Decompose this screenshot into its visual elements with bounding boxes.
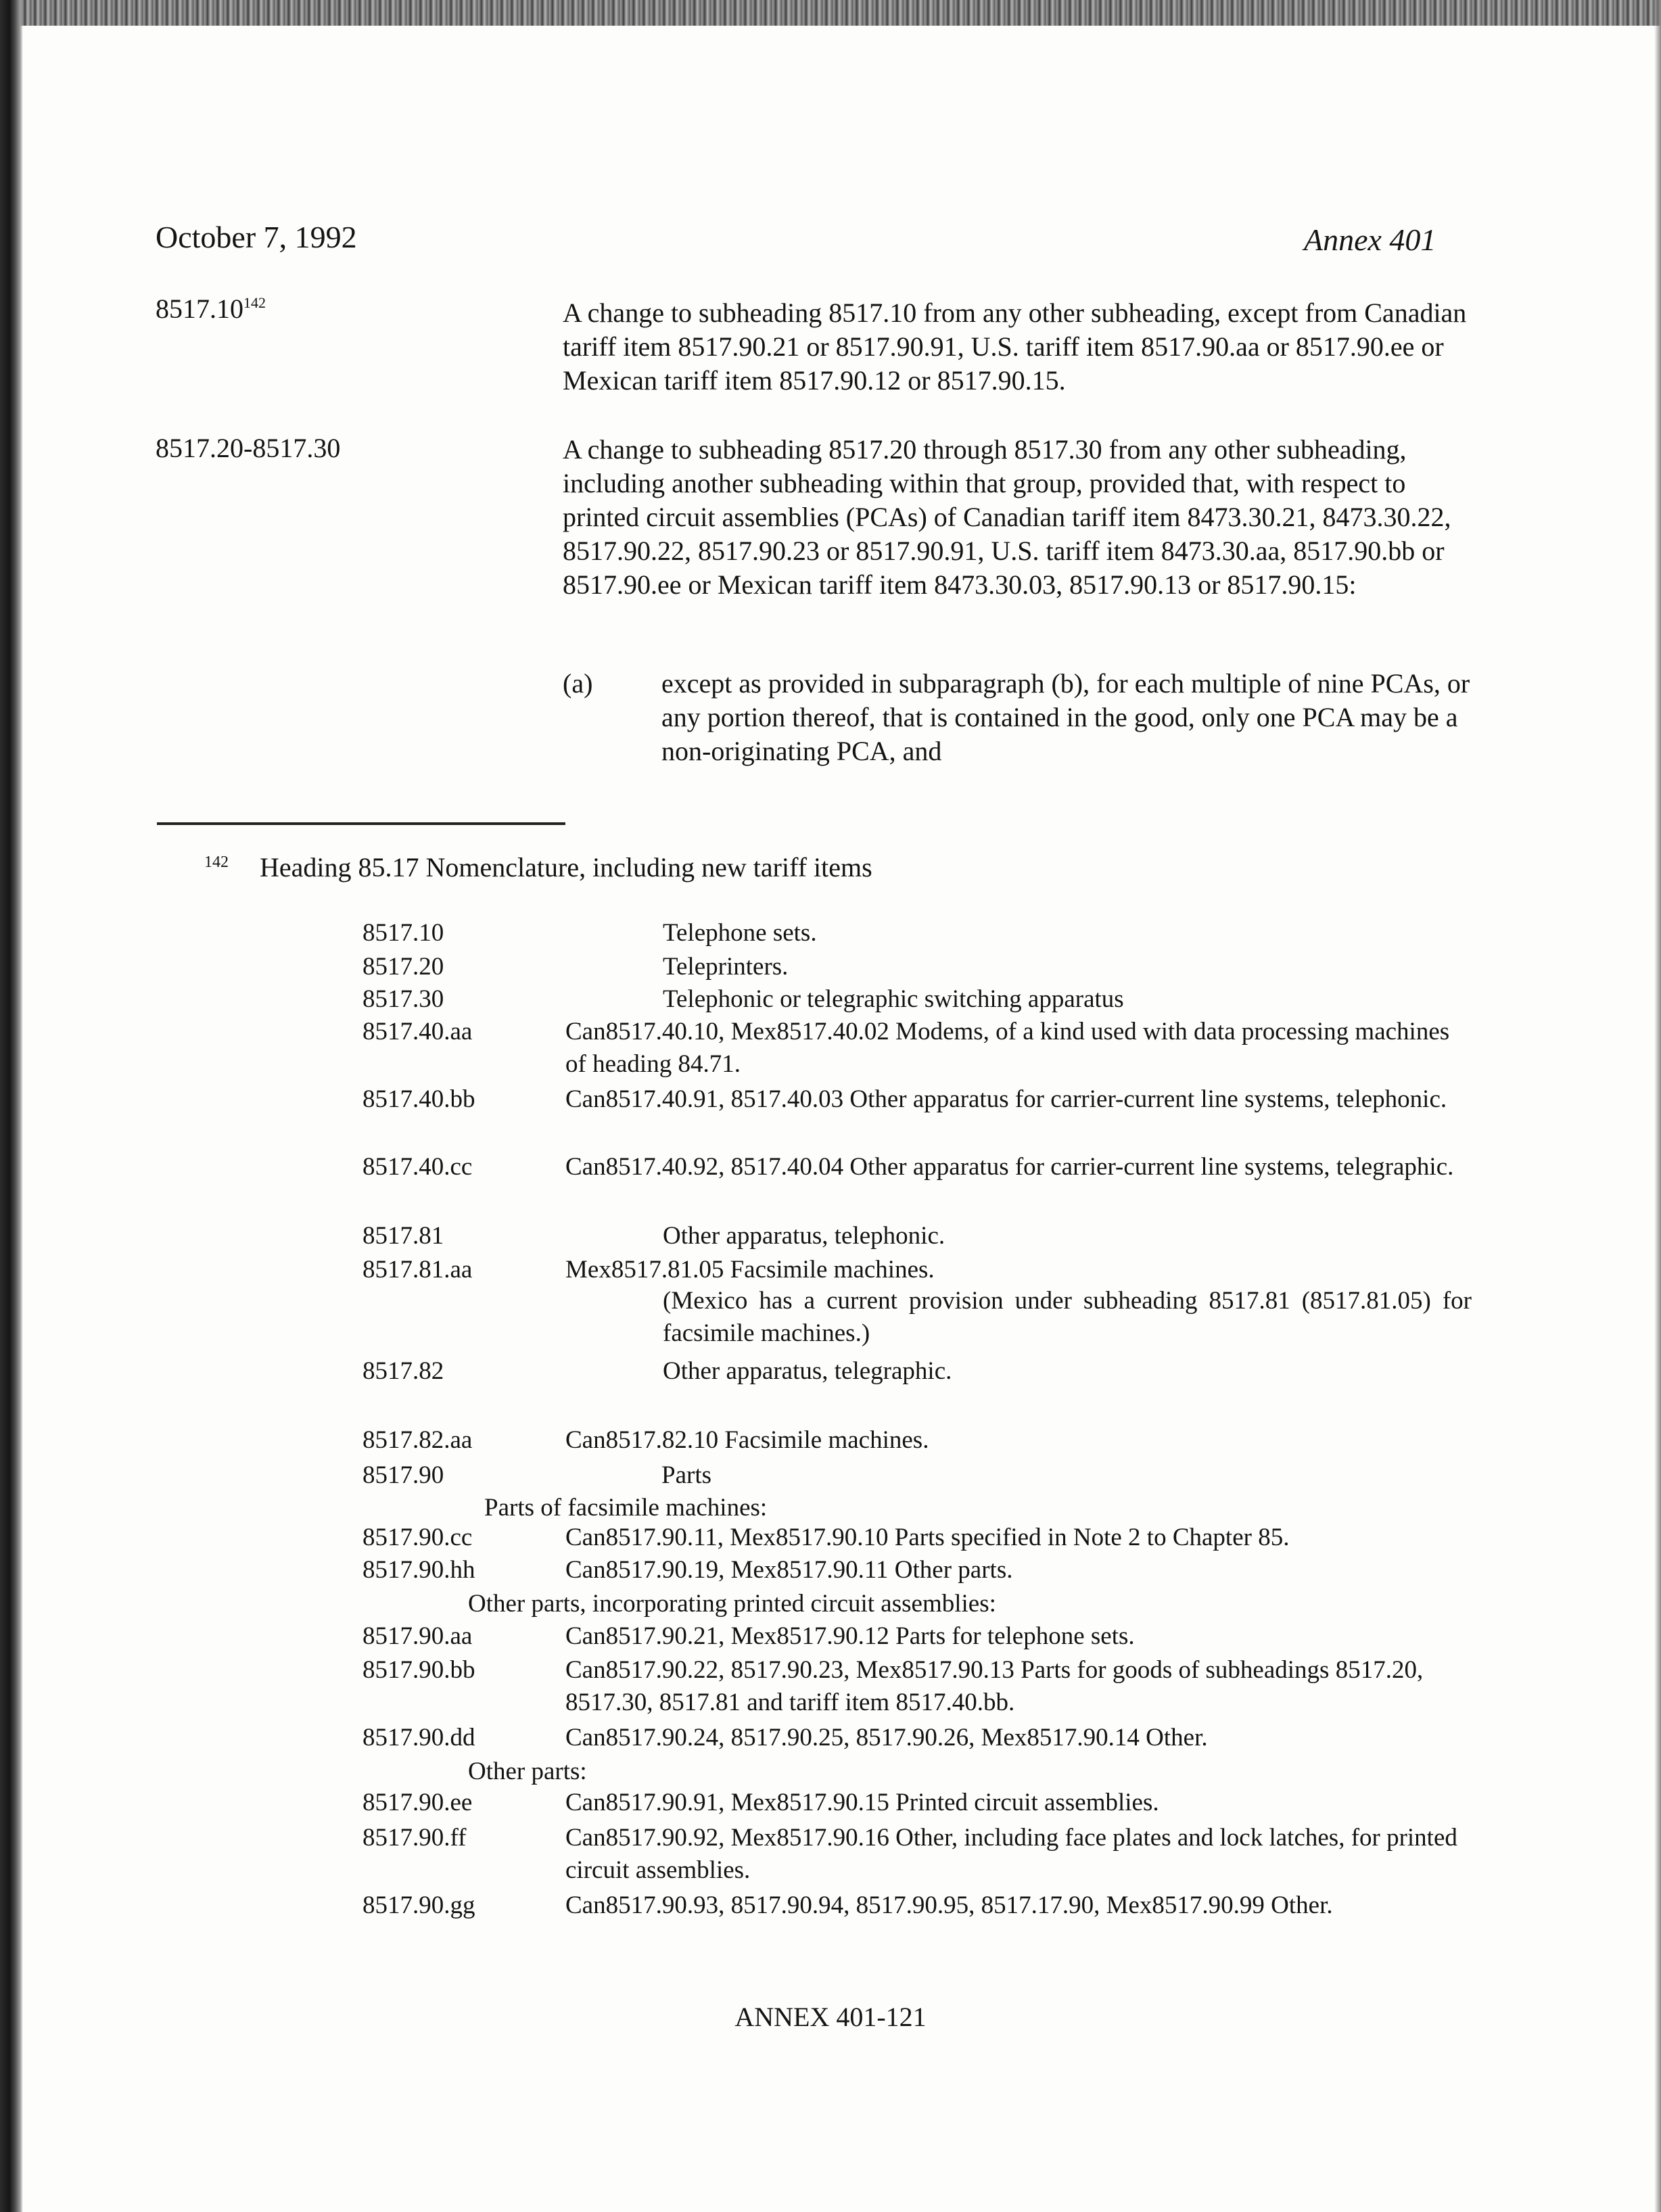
entry-code: 8517.82 (362, 1357, 444, 1385)
entry-description: Can8517.40.91, 8517.40.03 Other apparatus for carrier-current line systems, telephonic. (565, 1085, 1447, 1113)
scan-edge-left (0, 0, 23, 2212)
entry-description: Can8517.90.11, Mex8517.90.10 Parts specified in Note 2 to Chapter 85. (565, 1524, 1290, 1551)
footnote-reference: 142 (243, 293, 266, 311)
group-heading: Parts of facsimile machines: (484, 1494, 768, 1522)
entry-description: Can8517.90.19, Mex8517.90.11 Other parts. (565, 1556, 1013, 1584)
entry-description: Telephonic or telegraphic switching apparatus (663, 985, 1124, 1013)
entry-code: 8517.40.aa (362, 1018, 473, 1045)
entry-description: Other apparatus, telephonic. (663, 1222, 945, 1250)
entry-code: 8517.81 (362, 1222, 444, 1250)
entry-code: 8517.90.hh (362, 1556, 475, 1584)
entry-code: 8517.90.gg (362, 1891, 475, 1919)
entry-description: Other apparatus, telegraphic. (663, 1357, 952, 1385)
rule-text: A change to subheading 8517.20 through 8517.30 from any other subheading, including another subheading within that group, provided that, with respect to printed circuit assemblies (PCAs) of Canadian tariff item 8473.30.21, 8473.30.22, 8517.90.22, 8517.90.23 or 8517.90.91, U.S. tariff item 8473.30.aa, 8517.90.bb or 8517.90.ee or Mexican tariff item 8473.30.03, 8517.90.13 or 8517.90.15: (563, 434, 1451, 600)
entry-code: 8517.10 (362, 919, 444, 947)
entry-code: 8517.40.cc (362, 1153, 473, 1181)
entry-code: 8517.81.aa (362, 1256, 473, 1284)
entry-description: Can8517.90.93, 8517.90.94, 8517.90.95, 8517.17.90, Mex8517.90.99 Other. (565, 1891, 1333, 1919)
entry-description: Can8517.90.22, 8517.90.23, Mex8517.90.13 Parts for goods of subheadings 8517.20, 8517.30, 8517.81 and tariff item 8517.40.bb. (565, 1656, 1424, 1716)
entry-code: 8517.90.bb (362, 1656, 475, 1684)
scan-edge-right (1654, 0, 1661, 2212)
entry-description: Can8517.90.91, Mex8517.90.15 Printed circuit assemblies. (565, 1789, 1159, 1816)
entry-description: Mex8517.81.05 Facsimile machines. (565, 1256, 935, 1284)
group-heading: Other parts: (468, 1758, 587, 1785)
entry-code: 8517.30 (362, 985, 444, 1013)
subparagraph-text: except as provided in subparagraph (b), for each multiple of nine PCAs, or any portion thereof, that is contained in the good, only one PCA may be a non-originating PCA, and (661, 668, 1470, 766)
entry-code: 8517.90.cc (362, 1524, 473, 1551)
entry-description: Can8517.90.92, Mex8517.90.16 Other, including face plates and lock latches, for printed circuit assemblies. (565, 1824, 1457, 1884)
entry-description: Can8517.90.21, Mex8517.90.12 Parts for telephone sets. (565, 1622, 1135, 1650)
entry-code: 8517.20 (362, 953, 444, 981)
entry-code: 8517.40.bb (362, 1085, 475, 1113)
rule-code: 8517.20-8517.30 (156, 433, 341, 463)
page-number: ANNEX 401-121 (734, 2002, 927, 2032)
entry-description: Telephone sets. (663, 919, 817, 947)
entry-code: 8517.82.aa (362, 1426, 473, 1454)
footnote-heading: Heading 85.17 Nomenclature, including new tariff items (260, 852, 872, 883)
footnote-number: 142 (204, 853, 229, 871)
footnote-separator (157, 822, 565, 825)
entry-code: 8517.90.aa (362, 1622, 473, 1650)
group-heading: Other parts, incorporating printed circuit assemblies: (468, 1590, 996, 1618)
entry-description: Teleprinters. (663, 953, 789, 981)
rule-code: 8517.10$^{142}$ (156, 293, 266, 324)
entry-description: Can8517.40.92, 8517.40.04 Other apparatus for carrier-current line systems, telegraphic. (565, 1153, 1454, 1181)
rule-text: A change to subheading 8517.10 from any other subheading, except from Canadian tariff item 8517.90.21 or 8517.90.91, U.S. tariff item 8517.90.aa or 8517.90.ee or Mexican tariff item 8517.90.12 or 8517.90.15. (563, 298, 1467, 396)
entry-description: Can8517.90.24, 8517.90.25, 8517.90.26, Mex8517.90.14 Other. (565, 1724, 1208, 1751)
entry-description: Parts (661, 1461, 711, 1489)
entry-note: (Mexico has a current provision under subheading 8517.81 (8517.81.05) for facsimile machines.) (663, 1287, 1472, 1347)
subparagraph-label: (a) (563, 668, 593, 699)
scan-edge-top (0, 0, 1661, 26)
entry-description: Can8517.40.10, Mex8517.40.02 Modems, of a kind used with data processing machines of heading 84.71. (565, 1018, 1450, 1078)
entry-code: 8517.90.dd (362, 1724, 475, 1751)
header-annex: Annex 401 (1304, 222, 1436, 257)
entry-description: Can8517.82.10 Facsimile machines. (565, 1426, 929, 1454)
entry-code: 8517.90.ee (362, 1789, 473, 1816)
header-date: October 7, 1992 (156, 220, 357, 254)
entry-code: 8517.90 (362, 1461, 444, 1489)
entry-code: 8517.90.ff (362, 1824, 467, 1852)
